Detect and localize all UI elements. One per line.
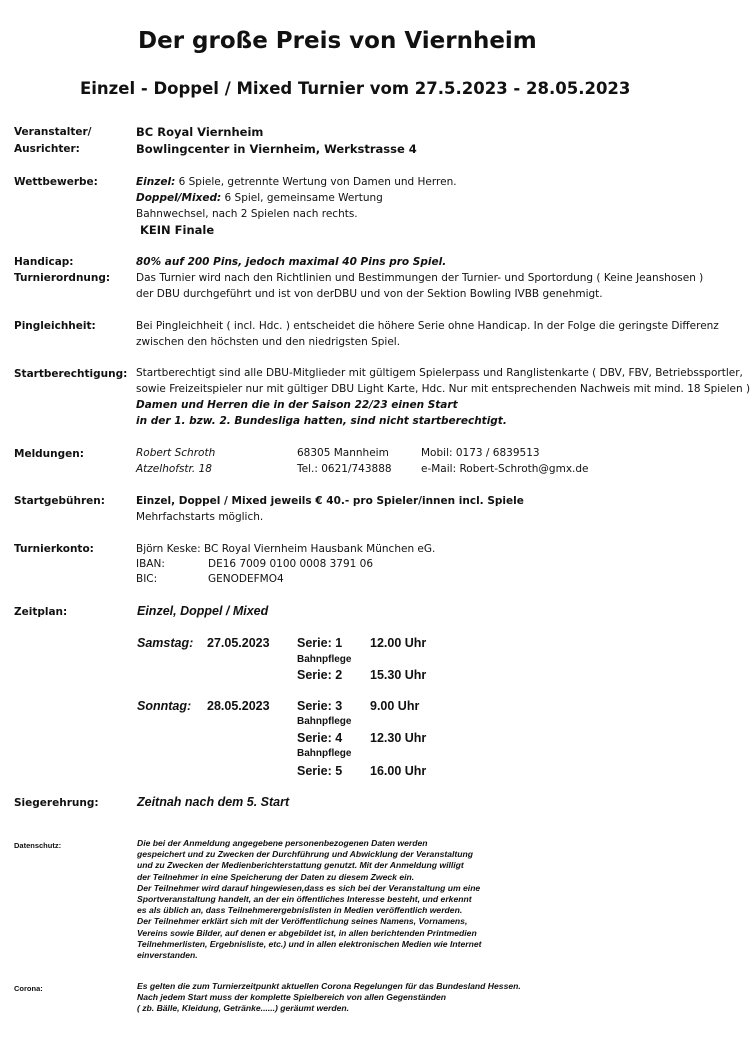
startberechtigung-line3: Damen und Herren die in der Saison 22/23 einen Start (136, 399, 458, 411)
veranstalter-venue: Bowlingcenter in Viernheim, Werkstrasse 4 (136, 142, 417, 156)
turnierordnung-label: Turnierordnung: (14, 272, 111, 284)
doppel-text: 6 Spiel, gemeinsame Wertung (224, 192, 383, 204)
meldungen-label: Meldungen: (14, 448, 84, 460)
datenschutz-text (137, 838, 481, 961)
startberechtigung-line1: Startberechtigt sind alle DBU-Mitglieder mit gültigem Spielerpass und Ranglistenkarte ( DBV, FBV, Betriebssportler, (136, 367, 743, 379)
einzel-label: Einzel: (136, 176, 176, 188)
startgebuehren-label: Startgebühren: (14, 495, 105, 507)
datenschutz-line: Teilnehmerlisten, Ergebnisliste, etc.) und in allen elektronischen Medien wie Internet (137, 938, 482, 949)
wettbewerbe-label: Wettbewerbe: (14, 176, 98, 188)
siegerehrung-text: Zeitnah nach dem 5. Start (137, 795, 290, 809)
bic-value: GENODEFMO4 (208, 573, 284, 585)
serie-4: Serie: 4 (297, 731, 343, 745)
wettbewerbe-bahnwechsel: Bahnwechsel, nach 2 Spielen nach rechts. (136, 208, 358, 220)
pingleichheit-label: Pingleichheit: (14, 320, 96, 332)
startberechtigung-line2: sowie Freizeitspieler nur mit gültiger DBU Light Karte, Hdc. Nur mit entsprechenden Nachweis mit mind. 18 Spielen ) (136, 383, 751, 395)
zeitplan-heading: Einzel, Doppel / Mixed (137, 604, 269, 618)
turnierkonto-line1: Björn Keske: BC Royal Viernheim Hausbank München eG. (136, 543, 436, 555)
startberechtigung-label: Startberechtigung: (14, 368, 128, 380)
datenschutz-line: der Teilnehmer in eine Speicherung der Daten zu diesem Zweck ein. (137, 871, 415, 882)
datenschutz-line: es als üblich an, dass Teilnehmerergebnislisten in Medien veröffentlich werden. (137, 905, 463, 916)
startgebuehren-line2: Mehrfachstarts möglich. (136, 511, 264, 523)
datenschutz-line: Die bei der Anmeldung angegebene personenbezogenen Daten werden (137, 838, 428, 848)
datenschutz-line: Der Teilnehmer erklärt sich mit der Veröffentlichung seines Namens, Vornamens, (137, 916, 468, 927)
samstag-date: 27.05.2023 (207, 636, 270, 650)
datenschutz-line: Sportveranstaltung handelt, an der ein öffentliches Interesse besteht, und erkennt (137, 894, 472, 905)
page-subtitle: Einzel - Doppel / Mixed Turnier vom 27.5.2023 - 28.05.2023 (80, 79, 631, 98)
corona-line: Es gelten die zum Turnierzeitpunkt aktuellen Corona Regelungen für das Bundesland Hessen. (137, 981, 521, 991)
zeitplan-label: Zeitplan: (14, 606, 68, 618)
pingleichheit-line1: Bei Pingleichheit ( incl. Hdc. ) entscheidet die höhere Serie ohne Handicap. In der Folge die geringste Differenz (136, 320, 719, 332)
ausrichter-label: Ausrichter: (14, 143, 80, 155)
startgebuehren-line1: Einzel, Doppel / Mixed jeweils € 40.- pro Spieler/innen incl. Spiele (136, 495, 524, 507)
turnierordnung-line1: Das Turnier wird nach den Richtlinien und Bestimmungen der Turnier- und Sportordung ( Keine Jeanshosen ) (136, 272, 704, 284)
datenschutz-label: Datenschutz: (14, 841, 62, 850)
turnierkonto-label: Turnierkonto: (14, 543, 94, 555)
samstag-day: Samstag: (137, 636, 194, 650)
corona-line: Nach jedem Start muss der komplette Spielbereich von allen Gegenständen (137, 992, 446, 1003)
veranstalter-club: BC Royal Viernheim (136, 125, 264, 139)
corona-text (137, 981, 521, 1015)
serie-3: Serie: 3 (297, 699, 343, 713)
corona-line: ( zb. Bälle, Kleidung, Getränke......) geräumt werden. (137, 1003, 350, 1014)
serie-2: Serie: 2 (297, 668, 343, 682)
bic-label: BIC: (136, 573, 158, 585)
datenschutz-line: Vereins sowie Bilder, auf denen er abgebildet ist, in allen berichtenden Printmedien (137, 927, 477, 938)
corona-label: Corona: (14, 984, 43, 993)
meldungen-street: Atzelhofstr. 18 (136, 463, 212, 475)
datenschutz-line: einverstanden. (137, 950, 198, 961)
iban-value: DE16 7009 0100 0008 3791 06 (208, 558, 374, 570)
sonntag-date: 28.05.2023 (207, 699, 270, 713)
serie-3-time: 9.00 Uhr (370, 699, 420, 713)
einzel-text: 6 Spiele, getrennte Wertung von Damen und Herren. (178, 176, 457, 188)
serie-4-time: 12.30 Uhr (370, 731, 427, 745)
datenschutz-line: Der Teilnehmer wird darauf hingewiesen,dass es sich bei der Veranstaltung um eine (137, 882, 481, 893)
meldungen-tel: Tel.: 0621/743888 (297, 463, 392, 475)
handicap-label: Handicap: (14, 256, 74, 268)
datenschutz-line: gespeichert und zu Zwecken der Durchführung und Abwicklung der Veranstaltung (137, 849, 473, 860)
serie-2-time: 15.30 Uhr (370, 668, 427, 682)
serie-1-time: 12.00 Uhr (370, 636, 427, 650)
meldungen-mobil: Mobil: 0173 / 6839513 (421, 447, 540, 459)
pingleichheit-line2: zwischen den höchsten und den niedrigsten Spiel. (136, 336, 401, 348)
startberechtigung-line4: in der 1. bzw. 2. Bundesliga hatten, sind nicht startberechtigt. (136, 415, 507, 427)
iban-label: IBAN: (136, 558, 165, 570)
page-title: Der große Preis von Viernheim (138, 28, 537, 54)
serie-5: Serie: 5 (297, 764, 343, 778)
wettbewerbe-finale: KEIN Finale (140, 223, 215, 237)
sonntag-day: Sonntag: (137, 699, 192, 713)
siegerehrung-label: Siegerehrung: (14, 797, 99, 809)
bahnpflege-2: Bahnpflege (297, 716, 352, 727)
serie-5-time: 16.00 Uhr (370, 764, 427, 778)
handicap-text: 80% auf 200 Pins, jedoch maximal 40 Pins pro Spiel. (136, 256, 447, 268)
meldungen-name: Robert Schroth (136, 447, 216, 459)
veranstalter-label: Veranstalter/ (14, 126, 92, 138)
turnierordnung-line2: der DBU durchgeführt und ist von derDBU und von der Sektion Bowling IVBB genehmigt. (136, 288, 603, 300)
wettbewerbe-einzel (136, 176, 457, 188)
doppel-label: Doppel/Mixed: (136, 192, 222, 204)
bahnpflege-3: Bahnpflege (297, 748, 352, 759)
datenschutz-line: und zu Zwecken der Medienberichterstattung genutzt. Mit der Anmeldung willigt (137, 860, 464, 871)
serie-1: Serie: 1 (297, 636, 343, 650)
bahnpflege-1: Bahnpflege (297, 654, 352, 665)
wettbewerbe-doppel (136, 192, 383, 204)
meldungen-email[interactable]: e-Mail: Robert-Schroth@gmx.de (421, 463, 589, 475)
meldungen-city: 68305 Mannheim (297, 447, 389, 459)
